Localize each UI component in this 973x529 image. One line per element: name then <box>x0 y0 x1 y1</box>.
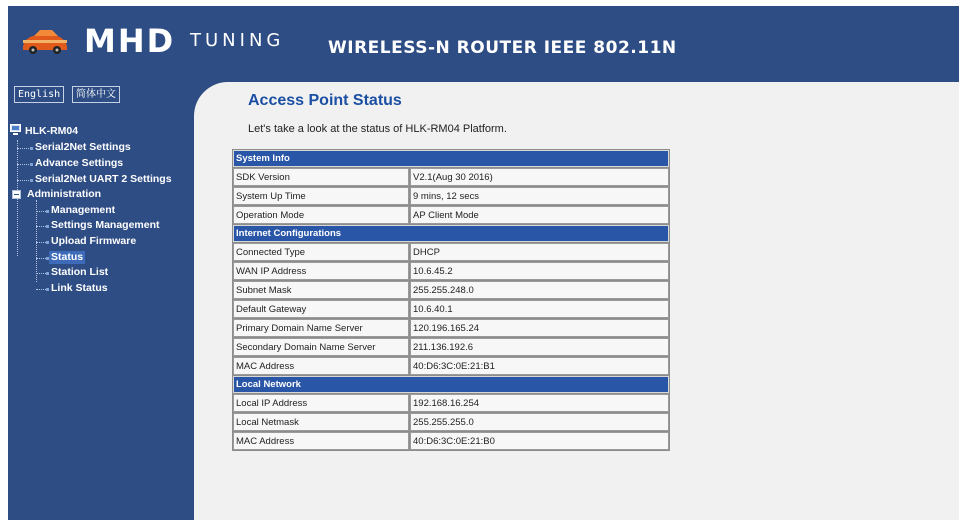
table-row <box>233 300 669 318</box>
language-chinese-button[interactable]: 简体中文 <box>72 86 120 103</box>
section-header-row <box>233 376 669 393</box>
main-content-panel <box>194 82 959 520</box>
table-row <box>233 432 669 450</box>
collapse-minus-icon[interactable] <box>12 190 21 199</box>
section-title-system-info: System Info <box>233 150 669 167</box>
status-table <box>232 149 670 451</box>
node-bullet-icon <box>30 147 33 150</box>
row-key: WAN IP Address <box>233 262 409 280</box>
sidebar-navigation <box>8 80 194 520</box>
sidebar-item-settings-management[interactable]: Settings Management <box>51 219 160 231</box>
router-admin-frame <box>8 6 959 520</box>
computer-icon <box>10 124 21 136</box>
row-key: Primary Domain Name Server <box>233 319 409 337</box>
tree-guide-line <box>17 164 31 165</box>
row-key: Subnet Mask <box>233 281 409 299</box>
table-row <box>233 319 669 337</box>
row-key: MAC Address <box>233 432 409 450</box>
sidebar-item-status[interactable]: Status <box>51 251 84 263</box>
section-title-local-network: Local Network <box>233 376 669 393</box>
table-row <box>233 206 669 224</box>
logo-tuning-text: TUNING <box>190 30 285 51</box>
language-english-button[interactable]: English <box>14 86 64 103</box>
table-row <box>233 187 669 205</box>
section-header-row <box>233 225 669 242</box>
node-bullet-icon <box>30 163 33 166</box>
table-row <box>233 243 669 261</box>
row-value: 9 mins, 12 secs <box>410 187 669 205</box>
tree-guide-line <box>17 148 31 149</box>
table-row <box>233 262 669 280</box>
row-value: 192.168.16.254 <box>410 394 669 412</box>
node-bullet-icon <box>46 210 49 213</box>
row-value: 255.255.248.0 <box>410 281 669 299</box>
row-value: 255.255.255.0 <box>410 413 669 431</box>
sidebar-item-advance-settings[interactable]: Advance Settings <box>35 157 124 169</box>
row-value: AP Client Mode <box>410 206 669 224</box>
router-model-title: WIRELESS-N ROUTER IEEE 802.11N <box>328 38 677 58</box>
sidebar-item-serial2net-settings[interactable]: Serial2Net Settings <box>35 141 131 153</box>
row-key: Local IP Address <box>233 394 409 412</box>
table-row <box>233 281 669 299</box>
table-row <box>233 357 669 375</box>
row-key: Secondary Domain Name Server <box>233 338 409 356</box>
row-key: Default Gateway <box>233 300 409 318</box>
page-title: Access Point Status <box>248 92 402 109</box>
tree-guide-line <box>17 180 31 181</box>
row-value: 10.6.40.1 <box>410 300 669 318</box>
page-intro-text: Let's take a look at the status of HLK-RM04 Platform. <box>248 123 507 135</box>
sidebar-item-administration[interactable]: Administration <box>27 188 102 200</box>
row-value: 120.196.165.24 <box>410 319 669 337</box>
row-value: 211.136.192.6 <box>410 338 669 356</box>
row-key: Local Netmask <box>233 413 409 431</box>
sidebar-item-management[interactable]: Management <box>51 204 116 216</box>
row-value: 40:D6:3C:0E:21:B1 <box>410 357 669 375</box>
table-row <box>233 338 669 356</box>
row-key: System Up Time <box>233 187 409 205</box>
row-key: Connected Type <box>233 243 409 261</box>
table-row <box>233 413 669 431</box>
node-bullet-icon <box>46 272 49 275</box>
sidebar-item-link-status[interactable]: Link Status <box>51 282 108 294</box>
sidebar-item-station-list[interactable]: Station List <box>51 266 109 278</box>
node-bullet-icon <box>30 179 33 182</box>
tree-guide-line <box>36 200 37 282</box>
logo-mhd-text: MHD <box>84 22 176 60</box>
car-logo-icon <box>20 26 70 56</box>
row-value: 40:D6:3C:0E:21:B0 <box>410 432 669 450</box>
table-row <box>233 394 669 412</box>
header-banner <box>8 6 959 80</box>
section-title-internet-configurations: Internet Configurations <box>233 225 669 242</box>
node-bullet-icon <box>46 225 49 228</box>
row-value: DHCP <box>410 243 669 261</box>
row-key: MAC Address <box>233 357 409 375</box>
sidebar-item-serial2net-uart2-settings[interactable]: Serial2Net UART 2 Settings <box>35 173 172 185</box>
sidebar-item-upload-firmware[interactable]: Upload Firmware <box>51 235 137 247</box>
node-bullet-icon <box>46 288 49 291</box>
table-row <box>233 168 669 186</box>
sidebar-root-hlk-rm04[interactable]: HLK-RM04 <box>25 125 79 137</box>
row-value: V2.1(Aug 30 2016) <box>410 168 669 186</box>
row-key: SDK Version <box>233 168 409 186</box>
row-key: Operation Mode <box>233 206 409 224</box>
row-value: 10.6.45.2 <box>410 262 669 280</box>
node-bullet-icon <box>46 241 49 244</box>
section-header-row <box>233 150 669 167</box>
